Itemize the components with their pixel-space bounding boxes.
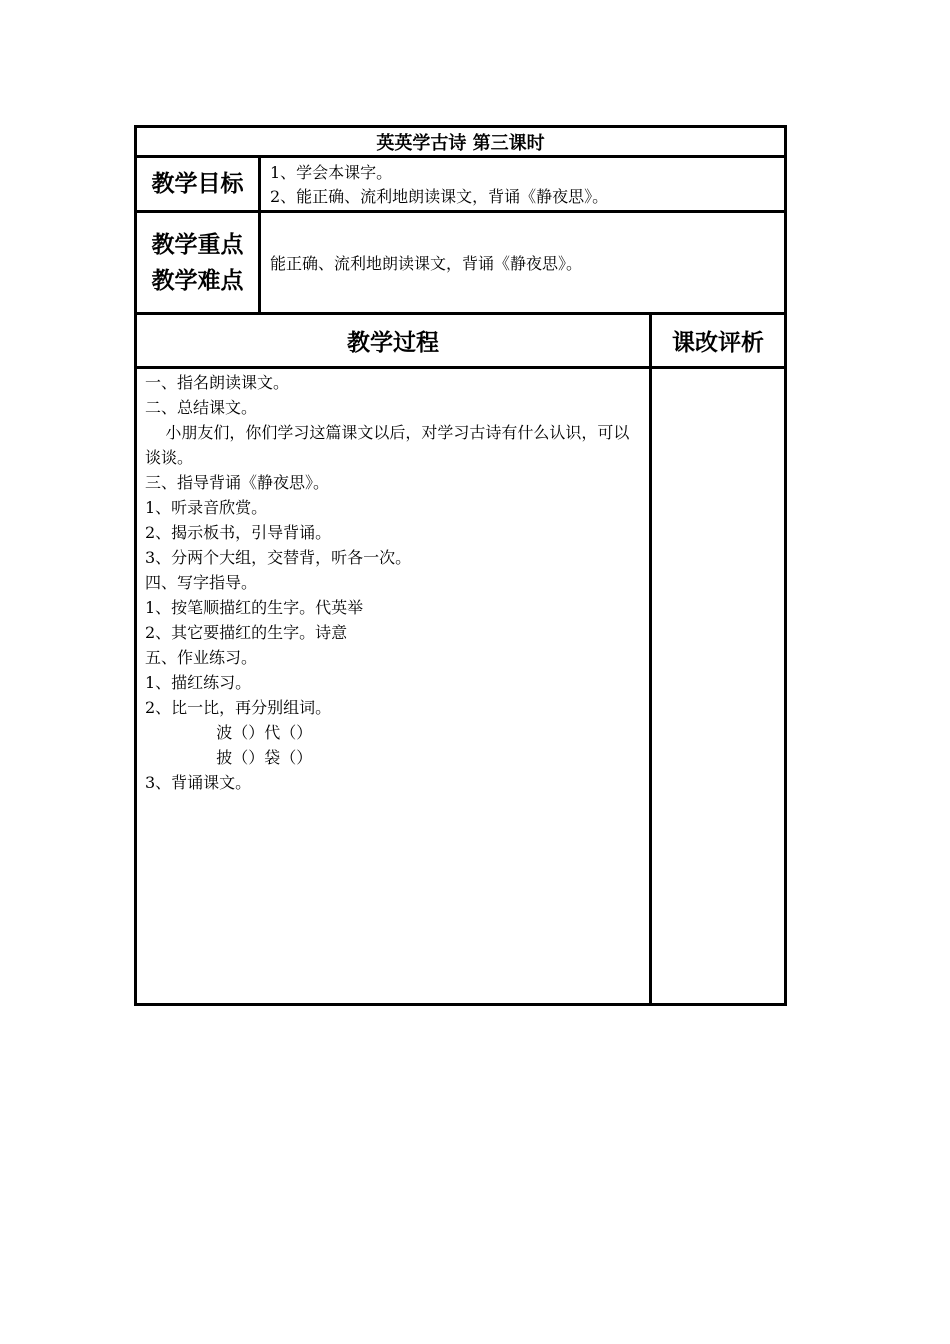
process-line: 2、其它要描红的生字。诗意 — [145, 623, 348, 642]
process-line: 3、背诵课文。 — [145, 773, 252, 792]
process-line: 四、写字指导。 — [145, 573, 258, 592]
process-line: 小朋友们，你们学习这篇课文以后，对学习古诗有什么认识，可以谈谈。 — [145, 423, 630, 467]
key-points-label — [137, 213, 261, 312]
process-line: 2、比一比，再分别组词。 — [145, 698, 332, 717]
goal-line: 2、能正确、流利地朗读课文，背诵《静夜思》。 — [270, 187, 609, 206]
goal-line: 1、学会本课字。 — [270, 163, 393, 182]
evaluation-header: 课改评析 — [672, 330, 764, 356]
key-points-text: 能正确、流利地朗读课文，背诵《静夜思》。 — [270, 254, 583, 273]
process-line: 波（）代（） — [145, 723, 313, 742]
goals-row — [137, 158, 784, 213]
lesson-title: 英英学古诗 第三课时 — [137, 128, 784, 158]
process-content — [137, 369, 652, 1003]
process-line: 二、总结课文。 — [145, 398, 258, 417]
key-point-label: 教学重点 — [151, 231, 244, 258]
evaluation-content — [652, 369, 784, 1003]
process-line: 3、分两个大组，交替背，听各一次。 — [145, 548, 412, 567]
key-points-content — [261, 213, 784, 312]
process-line: 一、指名朗读课文。 — [145, 373, 290, 392]
process-line: 1、听录音欣赏。 — [145, 498, 268, 517]
key-points-row — [137, 213, 784, 315]
process-line: 1、按笔顺描红的生字。代英举 — [145, 598, 364, 617]
process-body-row — [137, 369, 784, 1003]
goals-label — [137, 158, 261, 210]
process-line: 1、描红练习。 — [145, 673, 252, 692]
goals-label-text: 教学目标 — [151, 171, 244, 197]
process-line: 2、揭示板书，引导背诵。 — [145, 523, 332, 542]
difficulty-label: 教学难点 — [151, 267, 244, 294]
process-line: 披（）袋（） — [145, 748, 313, 767]
goals-content — [261, 158, 784, 210]
process-line: 五、作业练习。 — [145, 648, 258, 667]
process-line: 三、指导背诵《静夜思》。 — [145, 473, 330, 492]
lesson-plan-table — [134, 125, 787, 1006]
process-header-row — [137, 315, 784, 369]
process-header: 教学过程 — [137, 315, 652, 366]
